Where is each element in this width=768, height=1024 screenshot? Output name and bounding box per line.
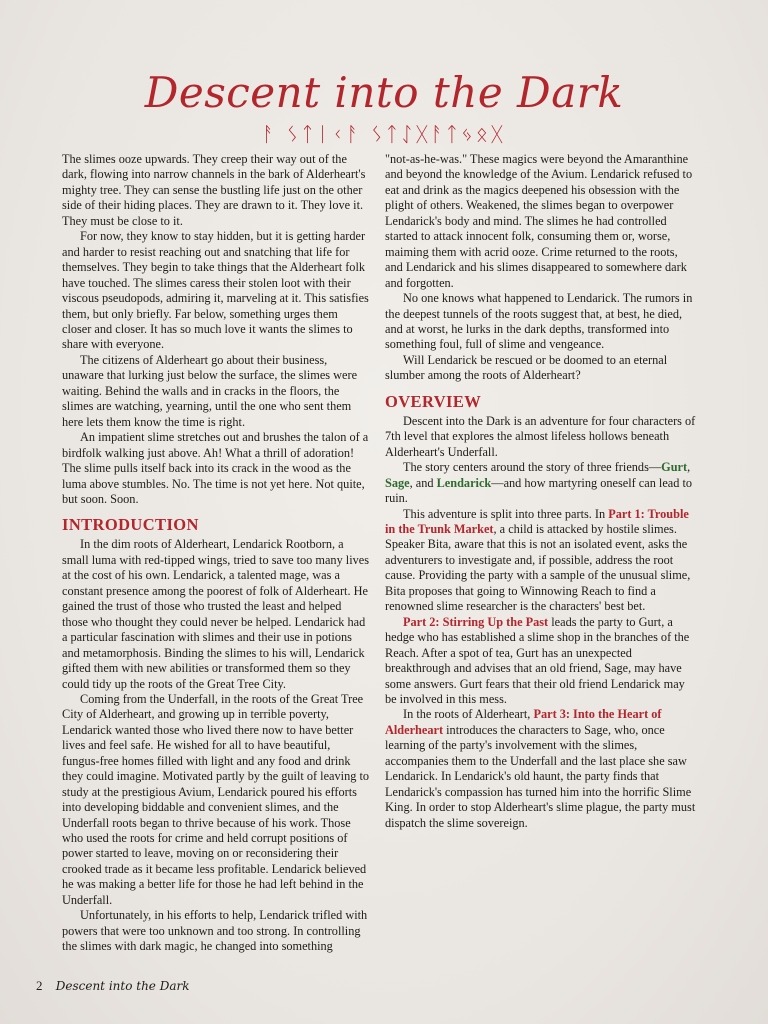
- right-column: [385, 152, 697, 831]
- intro-paragraph: No one knows what happened to Lendarick. The rumors in the deepest tunnels of the roots suggest that, at best, he died, and at worst, he lurks in the dark depths, transformed into something foul, full of slime and vengeance.: [385, 291, 693, 352]
- story-paragraph: The slimes ooze upwards. They creep their way out of the dark, flowing into narrow channels in the bark of Alderheart's mighty tree. They can sense the bustling life just on the other side of their hiding places. They are drawn to it. They love it. They must be close to it.: [62, 152, 366, 228]
- name-lendarick: Lendarick: [436, 475, 492, 490]
- intro-paragraph: "not-as-he-was." These magics were beyond the Amaranthine and beyond the knowledge of the Avium. Lendarick refused to eat and drink as the magics deepened his obsession with the plight of others. Weakened, the slimes began to overpower Lendarick's body and mind. The slimes he had controlled started to attack innocent folk, consuming them or, worse, maiming them with acrid ooze. Crime returned to the roots, and Lendarick and his slimes disappeared to somewhere dark and forgotten.: [385, 152, 693, 290]
- story-paragraph: An impatient slime stretches out and brushes the talon of a birdfolk walking just above. Ah! What a thrill of adoration! The slime pulls itself back into its crack in the wood as the luma above stumbles. No. The time is not yet here. Not quite, but soon. Soon.: [62, 430, 369, 506]
- overview-paragraph: The story centers around the story of three friends—Gurt, Sage, and Lendarick—and how martyring oneself can lead to ruin.: [385, 460, 693, 506]
- overview-paragraph: This adventure is split into three parts. In Part 1: Trouble in the Trunk Market, a child is attacked by hostile slimes. Speaker Bita, aware that this is not an isolated event, asks the adventurers to investigate and, if possible, address the root cause. Providing the party with a sample of the unusual slime, Bita proposes that going to Winnowing Reach to find a renowned slime researcher is the characters' best bet.: [385, 506, 691, 614]
- overview-paragraph: In the roots of Alderheart, Part 3: Into the Heart of Alderheart introduces the characters to Sage, who, once learning of the party's involvement with the slimes, accompanies them to the Underfall and the last place she saw Lendarick. In Lendarick's old haunt, the party finds that Lendarick's compassion has turned him into the horrific Slime King. In order to stop Alderheart's slime plague, the party must dispatch the slime sovereign.: [385, 707, 696, 830]
- page-title: Descent into the Dark: [144, 68, 624, 117]
- intro-paragraph: In the dim roots of Alderheart, Lendarick Rootborn, a small luma with red-tipped wings, tried to save too many lives at the cost of his own. Lendarick, a talented mage, was a constant presence among the poorest of folk of Alderheart. He gained the trust of those who trusted the least and helped those who thought they could never be helped. Lendarick had a particular fascination with slimes and their use in potions and metamorphosis. Binding the slimes to his will, Lendarick gifted them with new abilities or transformed them so they could tidy up the roots of the Great Tree City.: [62, 537, 370, 691]
- story-paragraph: For now, they know to stay hidden, but it is getting harder and harder to resist reaching out and snatching that life for themselves. They begin to take things that the Alderheart folk have touched. The slimes caress their stolen loot with their viscous pseudopods, admiring it, marveling at it. This satisfies them, but only briefly. Far below, something urges them closer and closer. It has so much love it wants the slimes to share with everyone.: [62, 229, 369, 352]
- overview-paragraph: Part 2: Stirring Up the Past leads the party to Gurt, a hedge who has established a slime shop in the branches of the Reach. After a spot of tea, Gurt has an unexpected breakthrough and advises that an old friend, Sage, may have some answers. Gurt fears that their old friend Lendarick may be involved in this mess.: [385, 614, 690, 706]
- story-paragraph: The citizens of Alderheart go about their business, unaware that lurking just below the surface, the slimes were waiting. Behind the walls and in cracks in the floors, the slimes are watching, yearning, until the one who sent them here lets them know the time is right.: [62, 352, 358, 429]
- part3-link[interactable]: Part 3: Into the Heart of Alderheart: [385, 707, 662, 737]
- intro-paragraph: Will Lendarick be rescued or be doomed to an eternal slumber among the roots of Alderheart?: [385, 352, 668, 383]
- overview-heading: OVERVIEW: [385, 391, 482, 411]
- page-number: 2: [36, 978, 43, 993]
- part1-link[interactable]: Part 1: Trouble in the Trunk Market: [385, 506, 689, 536]
- introduction-heading: INTRODUCTION: [62, 515, 199, 535]
- name-gurt: Gurt: [661, 460, 688, 475]
- footer-title: Descent into the Dark: [55, 979, 190, 993]
- intro-paragraph: Coming from the Underfall, in the roots of the Great Tree City of Alderheart, and growing up in terrible poverty, Lendarick wanted those who lived there now to have better lives and feel safe. He wished for all to have beautiful, fungus-free homes filled with light and any food and drink they could imagine. Motivated partly by the guilt of leaving to study at the prestigious Avium, Lendarick poured his efforts into developing biddable and convenient slimes, and the Underfall roots began to thrive because of his work. Those who used the roots for crime and held corrupt positions of power started to leave, moving on or reconsidering their crooked trade as it became less profitable. Lendarick believed he was making a better life for those he had left behind in the Underfall.: [62, 691, 370, 907]
- intro-paragraph: Unfortunately, in his efforts to help, Lendarick trifled with powers that were too unknown and too strong. In controlling the slimes with dark magic, he changed into something: [62, 908, 368, 954]
- part2-link[interactable]: Part 2: Stirring Up the Past: [403, 614, 549, 629]
- overview-paragraph: Descent into the Dark is an adventure for four characters of 7th level that explores the almost lifeless hollows beneath Alderheart's Underfall.: [385, 413, 696, 459]
- runic-subtitle: ᚨ ᛊᛏᛁᚲᚨ ᛊᛏᛇᚷᚨᛏᛃᛟᚷ: [262, 122, 506, 146]
- name-sage: Sage: [385, 475, 410, 490]
- page-footer: [36, 978, 190, 994]
- left-column: [62, 152, 370, 955]
